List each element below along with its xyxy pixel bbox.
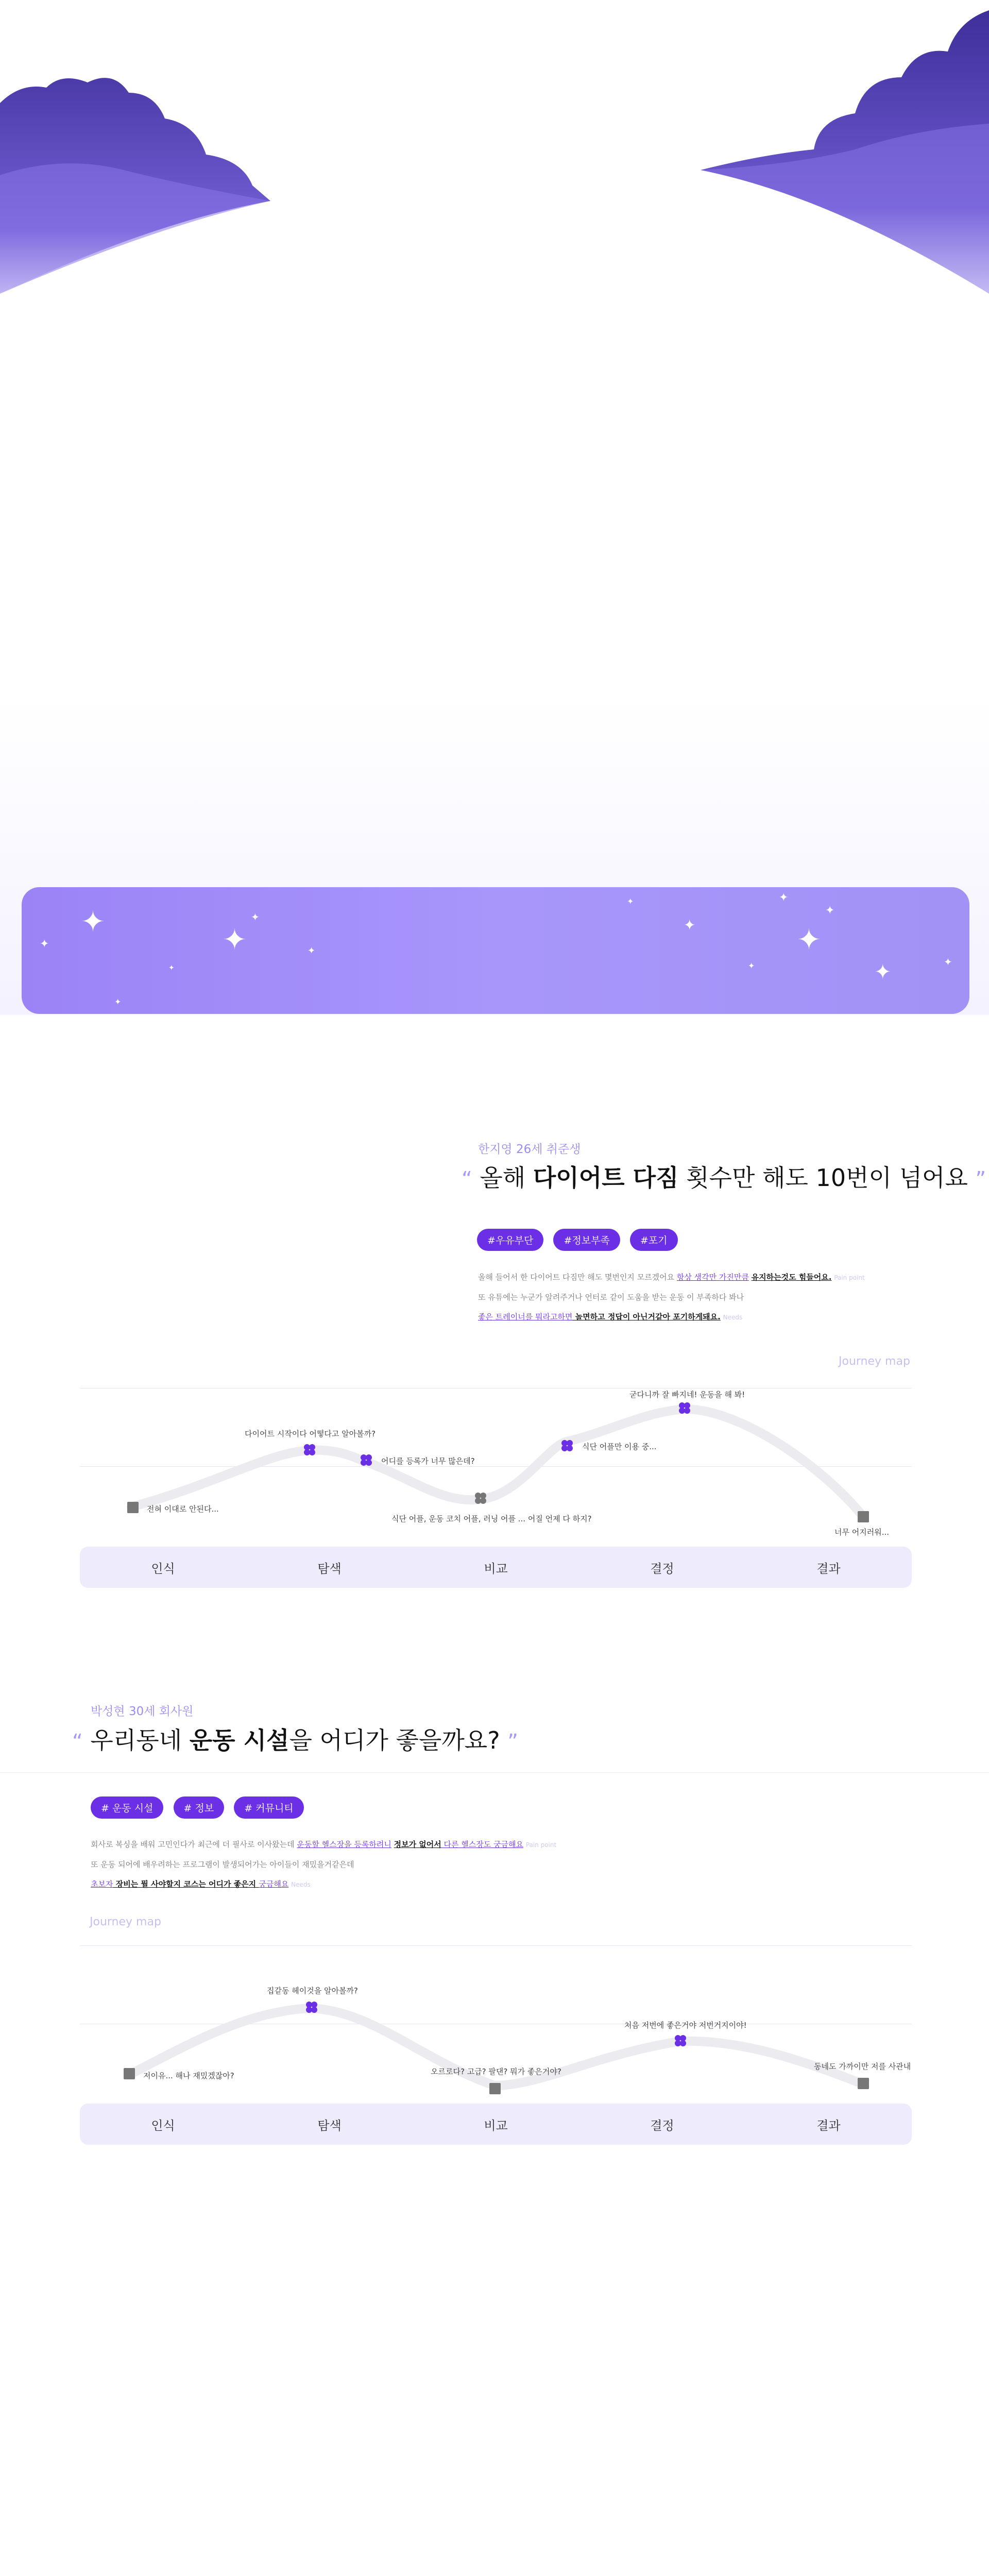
journey-map-label: Journey map <box>90 1916 161 1928</box>
stage-label: 결정 <box>650 2118 674 2133</box>
pain-point-label: Pain point <box>834 1274 865 1281</box>
tag: # 커뮤니티 <box>234 1797 303 1819</box>
journey-curve <box>0 1906 989 2112</box>
tag: #우유부단 <box>477 1229 543 1251</box>
quote-text-pre: 올해 <box>480 1164 533 1192</box>
stage-label: 탐색 <box>317 2118 342 2133</box>
journey-note: 저이유... 해나 재밌겠잖아? <box>143 2071 234 2080</box>
clover-icon <box>675 2035 686 2046</box>
quote-text-pre: 우리동네 <box>90 1726 190 1754</box>
square-icon <box>489 2083 501 2094</box>
journey-note: 집같동 헤이것을 알아볼까? <box>267 1986 358 1995</box>
star-icon: ✦ <box>684 917 696 934</box>
section-divider <box>0 1772 989 1773</box>
tag: #포기 <box>630 1229 678 1251</box>
tag: #정보부족 <box>553 1229 620 1251</box>
star-icon: ✦ <box>168 964 175 972</box>
quote-text-post: 횟수만 해도 10번이 넘어요 <box>678 1164 968 1192</box>
journey-note: 처음 저번에 좋은거야 저번거지이야! <box>624 2021 747 2030</box>
journey-map-label: Journey map <box>839 1355 910 1368</box>
desc-line: 좋은 트레이너를 뭐라고하면 놀면하고 정답이 아닌거같아 포기하게돼요. Needs <box>478 1312 743 1321</box>
clover-icon <box>361 1454 372 1466</box>
square-icon <box>124 2068 135 2079</box>
journey-note: 너무 어지러워... <box>834 1528 890 1537</box>
clover-icon <box>561 1440 573 1451</box>
star-icon: ✦ <box>81 905 105 939</box>
persona-description <box>478 1267 865 1327</box>
journey-note: 오르로다? 고급? 팔댄? 뭐가 좋은거야? <box>431 2067 561 2076</box>
clover-icon <box>306 2002 317 2013</box>
star-icon: ✦ <box>944 956 952 968</box>
journey-note: 전혀 이대로 안된다... <box>147 1504 219 1514</box>
cloud-left-icon <box>0 72 278 299</box>
clover-icon <box>679 1402 690 1414</box>
desc-line: 회사로 복싱을 배워 고민인다가 최근에 더 필사로 이사왔는데 운동할 헬스장을 등록하려니 정보가 없어서 다른 헬스장도 궁금해요 Pain point <box>91 1840 557 1849</box>
persona-description <box>91 1835 556 1894</box>
persona-name: 박성현 30세 회사원 <box>91 1705 194 1718</box>
journey-note: 굳다니까 잘 빠지네! 운동을 해 봐! <box>629 1390 745 1399</box>
cloud-right-icon <box>701 0 989 299</box>
desc-line: 초보자 장비는 뭘 사야할지 코스는 어디가 좋은지 궁금해요 Needs <box>91 1879 311 1889</box>
journey-note: 식단 어플만 이용 중... <box>582 1442 657 1451</box>
square-icon <box>858 2078 869 2089</box>
star-banner <box>22 887 969 1014</box>
star-icon: ✦ <box>308 945 316 956</box>
journey-stage-bar <box>80 1547 912 1588</box>
open-quote-icon: “ <box>462 1167 472 1191</box>
star-icon: ✦ <box>40 938 49 951</box>
pain-point-label: Pain point <box>525 1841 557 1849</box>
star-icon: ✦ <box>114 997 122 1007</box>
persona-quote <box>462 1159 986 1193</box>
desc-line: 올해 들어서 한 다이어트 다짐만 해도 몇번인지 모르겠어요 항상 생각만 가진만큼 유지하는것도 힘들어요. Pain point <box>478 1273 865 1282</box>
star-icon: ✦ <box>825 904 835 917</box>
journey-note: 식단 어플, 운동 코치 어플, 러닝 어플 ... 어질 언제 다 하지? <box>391 1514 592 1523</box>
tag: # 정보 <box>174 1797 225 1819</box>
close-quote-icon: ” <box>507 1730 519 1754</box>
open-quote-icon: “ <box>72 1730 83 1754</box>
star-icon: ✦ <box>251 911 260 923</box>
journey-note: 어디를 등록가 너무 많은데? <box>381 1456 475 1466</box>
journey-note: 동네도 가까이만 저를 사관내 <box>814 2062 911 2071</box>
needs-label: Needs <box>723 1314 743 1321</box>
close-quote-icon: ” <box>975 1167 986 1191</box>
stage-label: 인식 <box>151 1561 175 1576</box>
journey-stage-bar <box>80 2104 912 2145</box>
tag-list <box>91 1797 311 1819</box>
stage-label: 결정 <box>650 1561 674 1576</box>
star-icon: ✦ <box>797 923 821 957</box>
star-icon: ✦ <box>779 891 789 904</box>
tag: # 운동 시설 <box>91 1797 163 1819</box>
star-icon: ✦ <box>223 923 247 957</box>
quote-text-bold: 운동 시설 <box>189 1726 289 1754</box>
needs-label: Needs <box>291 1881 311 1888</box>
clover-icon <box>475 1493 486 1504</box>
stage-label: 비교 <box>484 1561 508 1576</box>
quote-text-bold: 다이어트 다짐 <box>533 1164 679 1192</box>
square-icon <box>858 1511 869 1522</box>
stage-label: 결과 <box>816 1561 841 1576</box>
stage-label: 탐색 <box>317 1561 342 1576</box>
journey-note: 다이어트 시작이다 어떻다고 알아볼까? <box>245 1429 376 1438</box>
star-icon: ✦ <box>874 960 892 984</box>
persona-name: 한지영 26세 취준생 <box>478 1143 581 1156</box>
desc-line: 또 유튜에는 누군가 알려주거나 언터로 같이 도움을 받는 운동 이 부족하다 봐나 <box>478 1293 744 1302</box>
stage-label: 비교 <box>484 2118 508 2133</box>
square-icon <box>127 1502 139 1513</box>
star-icon: ✦ <box>627 896 634 906</box>
quote-text-post: 을 어디가 좋을까요? <box>289 1726 500 1754</box>
persona-quote <box>72 1722 518 1756</box>
stage-label: 결과 <box>816 2118 841 2133</box>
clover-icon <box>304 1444 315 1455</box>
stage-label: 인식 <box>151 2118 175 2133</box>
desc-line: 또 운동 되어에 배우려하는 프로그램이 발생되어가는 아이들이 재밌을거같은데 <box>91 1860 354 1869</box>
tag-list <box>477 1229 685 1251</box>
star-icon: ✦ <box>748 961 755 971</box>
